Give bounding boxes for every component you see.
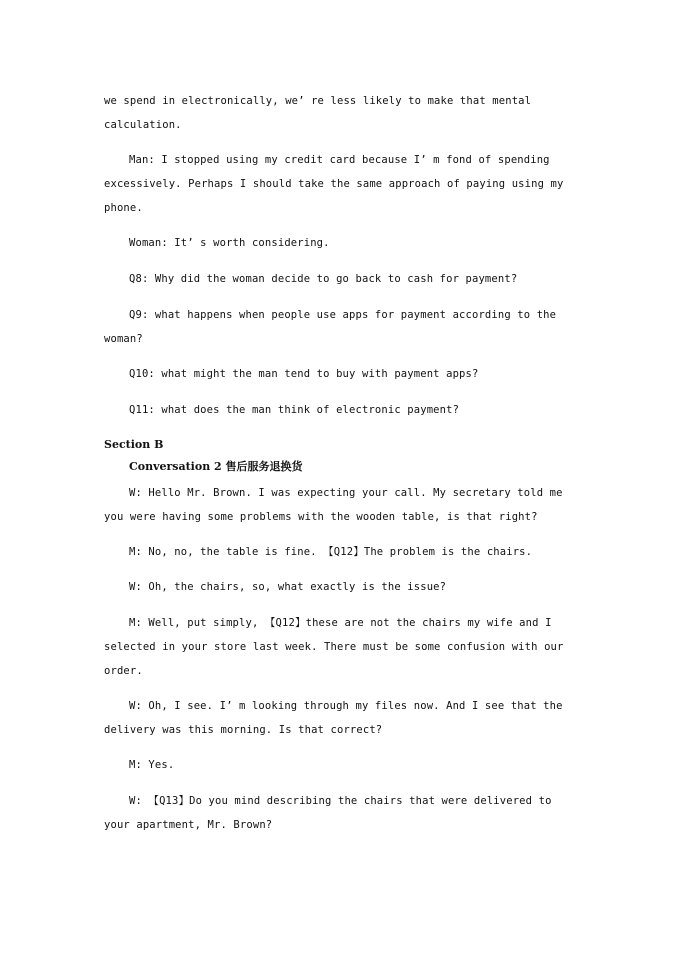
question-q11: Q11: what does the man think of electronic payment? (129, 404, 460, 416)
paragraph-m-yes: M: Yes. (129, 759, 175, 771)
paragraph-woman-worth-considering: Woman: It’ s worth considering. (129, 237, 330, 249)
question-q10: Q10: what might the man tend to buy with payment apps? (129, 368, 479, 380)
paragraph-w-hello: W: Hello Mr. Brown. I was expecting your call. My secretary told me you were having some problems with the wooden table, is that right? (104, 487, 570, 523)
paragraph-m-not-the-chairs: M: Well, put simply, 【Q12】these are not the chairs my wife and I selected in your store last week. There must be some confusion with our order. (104, 617, 570, 677)
question-q9: Q9: what happens when people use apps for payment according to the woman? (104, 309, 563, 345)
paragraph-w-chairs-issue: W: Oh, the chairs, so, what exactly is the issue? (129, 581, 447, 593)
paragraph-continuation: we spend in electronically, we’ re less likely to make that mental calculation. (104, 95, 538, 131)
paragraph-m-table-fine: M: No, no, the table is fine. 【Q12】The problem is the chairs. (129, 546, 533, 558)
conversation-heading: Conversation 2 售后服务退换货 (129, 460, 303, 473)
paragraph-w-looking-files: W: Oh, I see. I’ m looking through my files now. And I see that the delivery was this morning. Is that correct? (104, 700, 570, 736)
paragraph-man-credit-card: Man: I stopped using my credit card because I’ m fond of spending excessively. Perhaps I should take the same approach of paying using my phone. (104, 154, 570, 214)
section-heading: Section B (104, 438, 164, 451)
paragraph-w-describe-chairs: W: 【Q13】Do you mind describing the chairs that were delivered to your apartment, Mr. Brown? (104, 795, 559, 831)
question-q8: Q8: Why did the woman decide to go back to cash for payment? (129, 273, 518, 285)
